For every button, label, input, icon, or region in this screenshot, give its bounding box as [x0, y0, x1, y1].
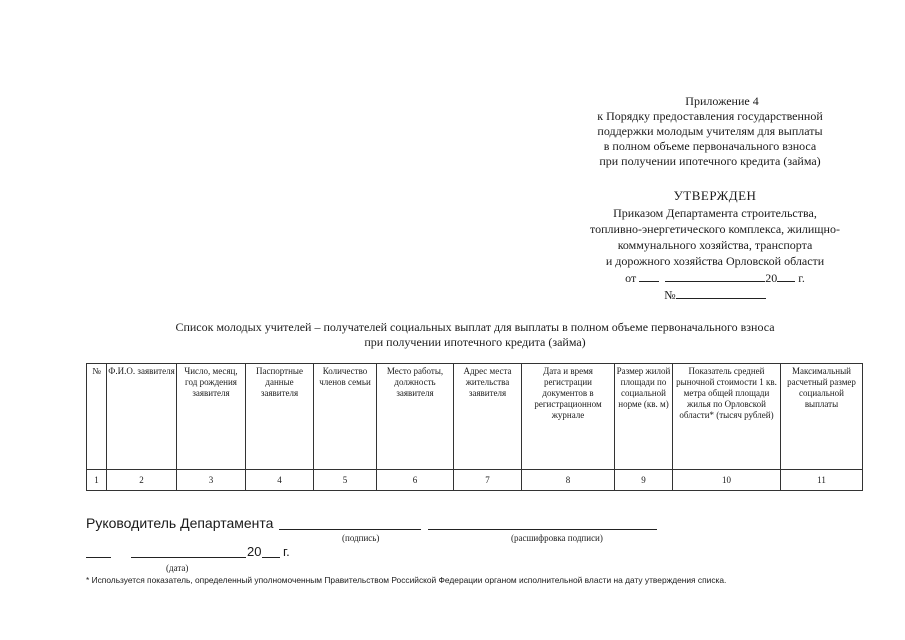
header-cell: Место работы, должность заявителя	[377, 364, 454, 470]
header-cell: Размер жилой площади по социальной норме (кв. м)	[615, 364, 673, 470]
approval-line: и дорожного хозяйства Орловской области	[605, 254, 825, 268]
year-field	[262, 557, 280, 558]
day-field	[639, 269, 659, 282]
from-label: от	[625, 271, 637, 285]
annex-line: поддержки молодым учителям для выплаты	[597, 124, 823, 138]
header-cell: №	[87, 364, 107, 470]
decode-caption: (расшифровка подписи)	[511, 533, 603, 543]
approval-line: Приказом Департамента строительства,	[613, 206, 817, 220]
header-cell: Ф.И.О. заявителя	[107, 364, 177, 470]
header-cell: Количество членов семьи	[314, 364, 377, 470]
approval-heading: УТВЕРЖДЕН	[673, 188, 757, 203]
date-caption: (дата)	[166, 563, 189, 573]
column-number: 8	[522, 470, 615, 491]
year-prefix: 20	[765, 271, 778, 285]
year-suffix: г.	[283, 544, 290, 559]
day-field	[86, 557, 111, 558]
annex-block	[560, 94, 860, 169]
footnote: * Используется показатель, определенный уполномоченным Правительством Российской Федерации органом исполнительной власти на дату утверждения списка.	[86, 575, 727, 585]
month-field	[665, 269, 765, 282]
annex-title: Приложение 4	[685, 94, 759, 108]
list-title-line: при получении ипотечного кредита (займа)	[364, 335, 586, 349]
column-number: 6	[377, 470, 454, 491]
recipients-table	[86, 363, 863, 491]
column-number: 3	[177, 470, 246, 491]
header-cell: Максимальный расчетный размер социальной выплаты	[781, 364, 863, 470]
annex-line: к Порядку предоставления государственной	[597, 109, 823, 123]
approval-date-line	[555, 269, 875, 286]
head-label: Руководитель Департамента	[86, 515, 274, 531]
column-number: 10	[673, 470, 781, 491]
approval-line: топливно-энергетического комплекса, жилищно-	[590, 222, 840, 236]
annex-line: при получении ипотечного кредита (займа)	[599, 154, 821, 168]
list-title-line: Список молодых учителей – получателей социальных выплат для выплаты в полном объеме первоначального взноса	[175, 320, 775, 334]
number-label: №	[664, 288, 676, 302]
header-cell: Дата и время регистрации документов в регистрационном журнале	[522, 364, 615, 470]
column-number: 5	[314, 470, 377, 491]
table-header-row	[87, 364, 863, 470]
year-suffix: г.	[798, 271, 805, 285]
column-number: 11	[781, 470, 863, 491]
month-field	[131, 557, 246, 558]
list-title	[95, 320, 855, 350]
header-cell: Показатель средней рыночной стоимости 1 кв. метра общей площади жилья по Орловской области* (тысяч рублей)	[673, 364, 781, 470]
signature-decode-line	[428, 529, 657, 530]
year-prefix: 20	[247, 544, 262, 559]
column-number: 9	[615, 470, 673, 491]
column-number: 4	[246, 470, 314, 491]
approval-block	[555, 188, 875, 303]
signature-caption: (подпись)	[342, 533, 380, 543]
column-number-row	[87, 470, 863, 491]
header-cell: Число, месяц, год рождения заявителя	[177, 364, 246, 470]
column-number: 7	[454, 470, 522, 491]
signature-date-row	[86, 544, 386, 574]
column-number: 1	[87, 470, 107, 491]
number-field	[676, 286, 766, 299]
year-field	[777, 269, 795, 282]
header-cell: Адрес места жительства заявителя	[454, 364, 522, 470]
header-cell: Паспортные данные заявителя	[246, 364, 314, 470]
signature-line	[279, 529, 421, 530]
approval-number-line	[555, 286, 875, 303]
column-number: 2	[107, 470, 177, 491]
annex-line: в полном объеме первоначального взноса	[603, 139, 817, 153]
approval-line: коммунального хозяйства, транспорта	[617, 238, 813, 252]
